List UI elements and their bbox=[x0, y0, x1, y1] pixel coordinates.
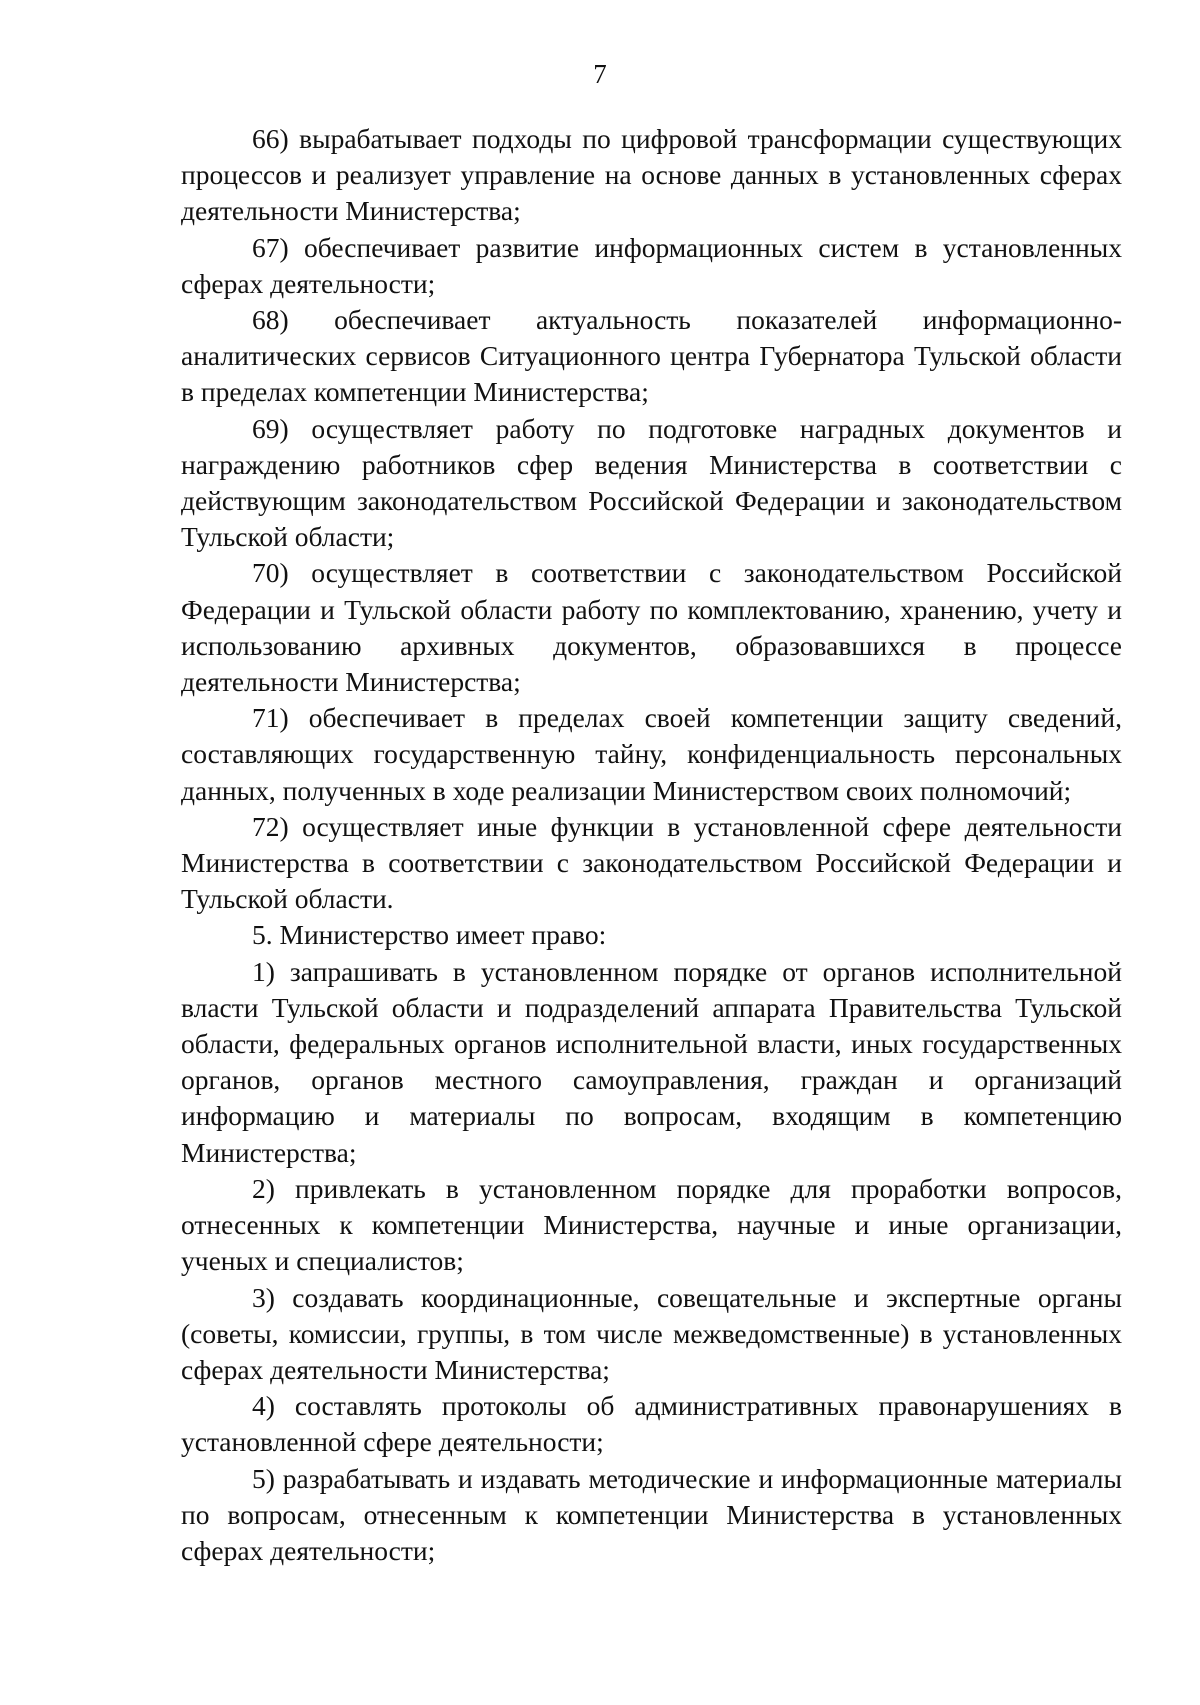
list-item-69: 69) осуществляет работу по подготовке наградных документов и награждению работников сфер ведения Министерства в соответствии с действующим законодательством Российской Федерации и законодательством Тульской области; bbox=[181, 412, 1122, 553]
document-body bbox=[181, 121, 1122, 1569]
list-item-67: 67) обеспечивает развитие информационных систем в установленных сферах деятельности; bbox=[181, 231, 1122, 299]
page-number: 7 bbox=[593, 59, 607, 89]
right-item-1: 1) запрашивать в установленном порядке от органов исполнительной власти Тульской области и подразделений аппарата Правительства Тульской области, федеральных органов исполнительной власти, иных государственных органов, органов местного самоуправления, граждан и организаций информацию и материалы по вопросам, входящим в компетенцию Министерства; bbox=[181, 955, 1122, 1168]
right-item-2: 2) привлекать в установленном порядке для проработки вопросов, отнесенных к компетенции Министерства, научные и иные организации, ученых и специалистов; bbox=[181, 1172, 1122, 1277]
list-item-72: 72) осуществляет иные функции в установленной сфере деятельности Министерства в соответствии с законодательством Российской Федерации и Тульской области. bbox=[181, 810, 1122, 915]
right-item-3: 3) создавать координационные, совещательные и экспертные органы (советы, комиссии, группы, в том числе межведомственные) в установленных сферах деятельности Министерства; bbox=[181, 1281, 1122, 1385]
right-item-4: 4) составлять протоколы об административных правонарушениях в установленной сфере деятельности; bbox=[181, 1390, 1122, 1458]
list-item-70: 70) осуществляет в соответствии с законодательством Российской Федерации и Тульской области работу по комплектованию, хранению, учету и использованию архивных документов, образовавшихся в процессе деятельности Министерства; bbox=[181, 557, 1122, 698]
list-item-66: 66) вырабатывает подходы по цифровой трансформации существующих процессов и реализует управление на основе данных в установленных сферах деятельности Министерства; bbox=[181, 123, 1122, 227]
right-item-5: 5) разрабатывать и издавать методические и информационные материалы по вопросам, отнесенным к компетенции Министерства в установленных сферах деятельности; bbox=[181, 1462, 1122, 1566]
list-item-68: 68) обеспечивает актуальность показателей информационно-аналитических сервисов Ситуационного центра Губернатора Тульской области в пределах компетенции Министерства; bbox=[181, 304, 1122, 408]
list-item-71: 71) обеспечивает в пределах своей компетенции защиту сведений, составляющих государственную тайну, конфиденциальность персональных данных, полученных в ходе реализации Министерством своих полномочий; bbox=[181, 702, 1122, 806]
section-heading-5: 5. Министерство имеет право: bbox=[252, 919, 607, 951]
